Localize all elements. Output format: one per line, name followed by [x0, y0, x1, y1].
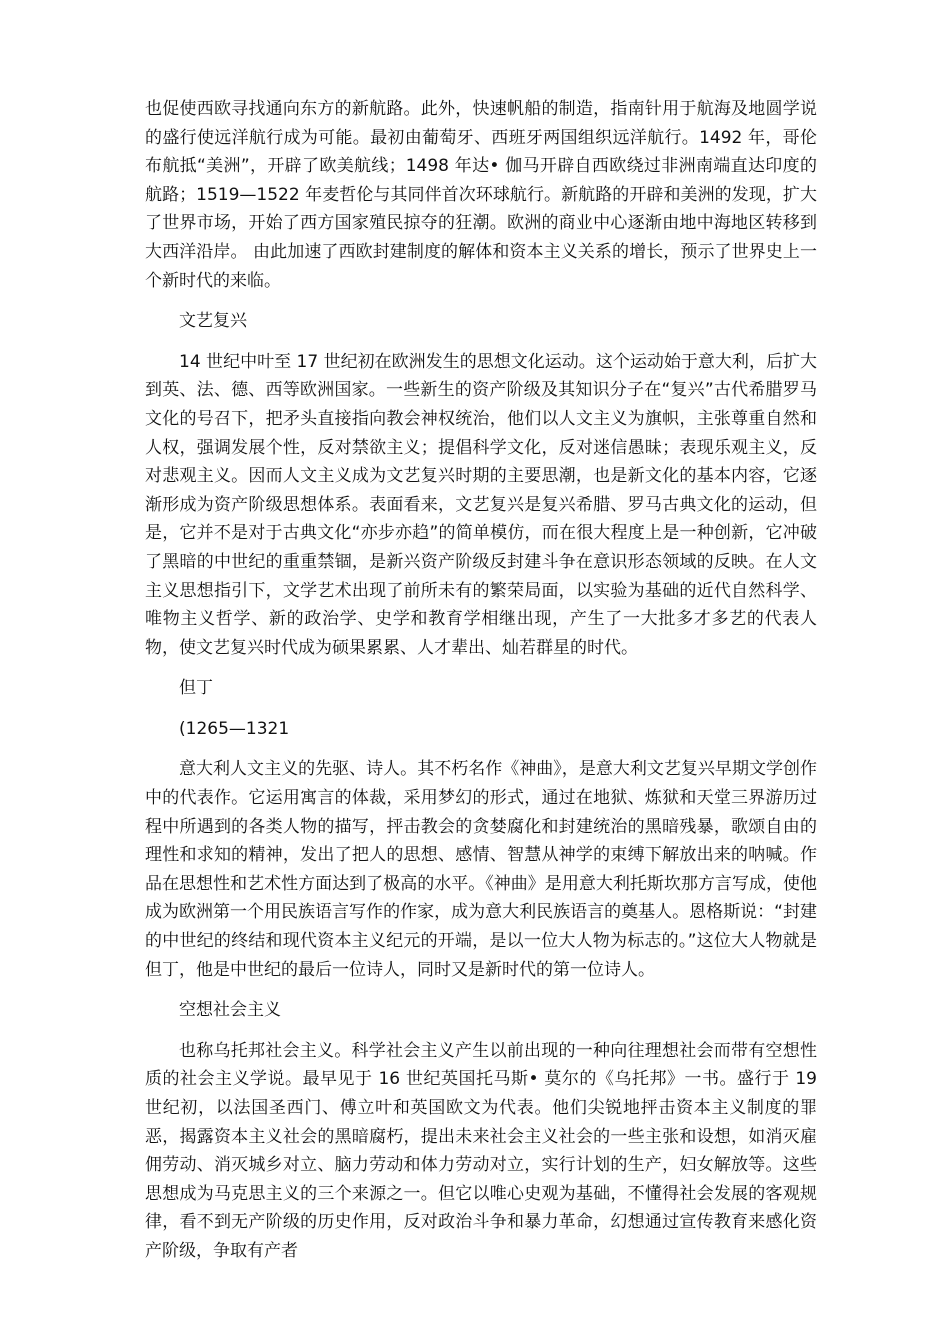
- heading-renaissance: 文艺复兴: [179, 311, 247, 332]
- paragraph-dante: 意大利人文主义的先驱、诗人。其不朽名作《神曲》，是意大利文艺复兴早期文学创作中的代表作。它运用寓言的体裁，采用梦幻的形式，通过在地狱、炼狱和天堂三界游历过程中所遇到的各类人物的描写，抨击教会的贪婪腐化和封建统治的黑暗残暴，歌颂自由的理性和求知的精神，发出了把人的思想、感情、智慧从神学的束缚下解放出来的呐喊。作品在思想性和艺术性方面达到了极高的水平。《神曲》是用意大利托斯坎那方言写成，使他成为欧洲第一个用民族语言写作的作家，成为意大利民族语言的奠基人。恩格斯说：“封建的中世纪的终结和现代资本主义纪元的开端，是以一位大人物为标志的。”这位大人物就是但丁，他是中世纪的最后一位诗人，同时又是新时代的第一位诗人。: [145, 759, 817, 980]
- paragraph-renaissance: 14 世纪中叶至 17 世纪初在欧洲发生的思想文化运动。这个运动始于意大利，后扩大到英、法、德、西等欧洲国家。一些新生的资产阶级及其知识分子在“复兴”古代希腊罗马文化的号召下，把矛头直接指向教会神权统治，他们以人文主义为旗帜，主张尊重自然和人权，强调发展个性，反对禁欲主义；提倡科学文化，反对迷信愚昧；表现乐观主义，反对悲观主义。因而人文主义成为文艺复兴时期的主要思潮，也是新文化的基本内容，它逐渐形成为资产阶级思想体系。表面看来，文艺复兴是复兴希腊、罗马古典文化的运动，但是，它并不是对于古典文化“亦步亦趋”的简单模仿，而在很大程度上是一种创新，它冲破了黑暗的中世纪的重重禁锢，是新兴资产阶级反封建斗争在意识形态领域的反映。在人文主义思想指引下，文学艺术出现了前所未有的繁荣局面，以实验为基础的近代自然科学、唯物主义哲学、新的政治学、史学和教育学相继出现，产生了一大批多才多艺的代表人物，使文艺复兴时代成为硕果累累、人才辈出、灿若群星的时代。: [145, 351, 817, 658]
- paragraph-new-sea-routes: 也促使西欧寻找通向东方的新航路。此外，快速帆船的制造，指南针用于航海及地圆学说的盛行使远洋航行成为可能。最初由葡萄牙、西班牙两国组织远洋航行。1492 年，哥伦布航抵“美洲”，开辟了欧美航线；1498 年达• 伽马开辟自西欧绕过非洲南端直达印度的航路；1519—1522 年麦哲伦与其同伴首次环球航行。新航路的开辟和美洲的发现，扩大了世界市场，开始了西方国家殖民掠夺的狂潮。欧洲的商业中心逐渐由地中海地区转移到大西洋沿岸。 由此加速了西欧封建制度的解体和资本主义关系的增长，预示了世界史上一个新时代的来临。: [145, 99, 817, 291]
- paragraph-utopian-socialism: 也称乌托邦社会主义。科学社会主义产生以前出现的一种向往理想社会而带有空想性质的社会主义学说。最早见于 16 世纪英国托马斯• 莫尔的《乌托邦》一书。盛行于 19 世纪初，以法国圣西门、傅立叶和英国欧文为代表。他们尖锐地抨击资本主义制度的罪恶，揭露资本主义社会的黑暗腐朽，提出未来社会主义社会的一些主张和设想，如消灭雇佣劳动、消灭城乡对立、脑力劳动和体力劳动对立，实行计划的生产，妇女解放等。这些思想成为马克思主义的三个来源之一。但它以唯心史观为基础，不懂得社会发展的客观规律，看不到无产阶级的历史作用，反对政治斗争和暴力革命，幻想通过宣传教育来感化资产阶级，争取有产者: [145, 1040, 817, 1261]
- heading-utopian-socialism: 空想社会主义: [179, 1000, 281, 1021]
- heading-dante: 但丁: [179, 678, 213, 699]
- document-page: [145, 95, 817, 1278]
- heading-dante-years: (1265—1321: [179, 718, 290, 739]
